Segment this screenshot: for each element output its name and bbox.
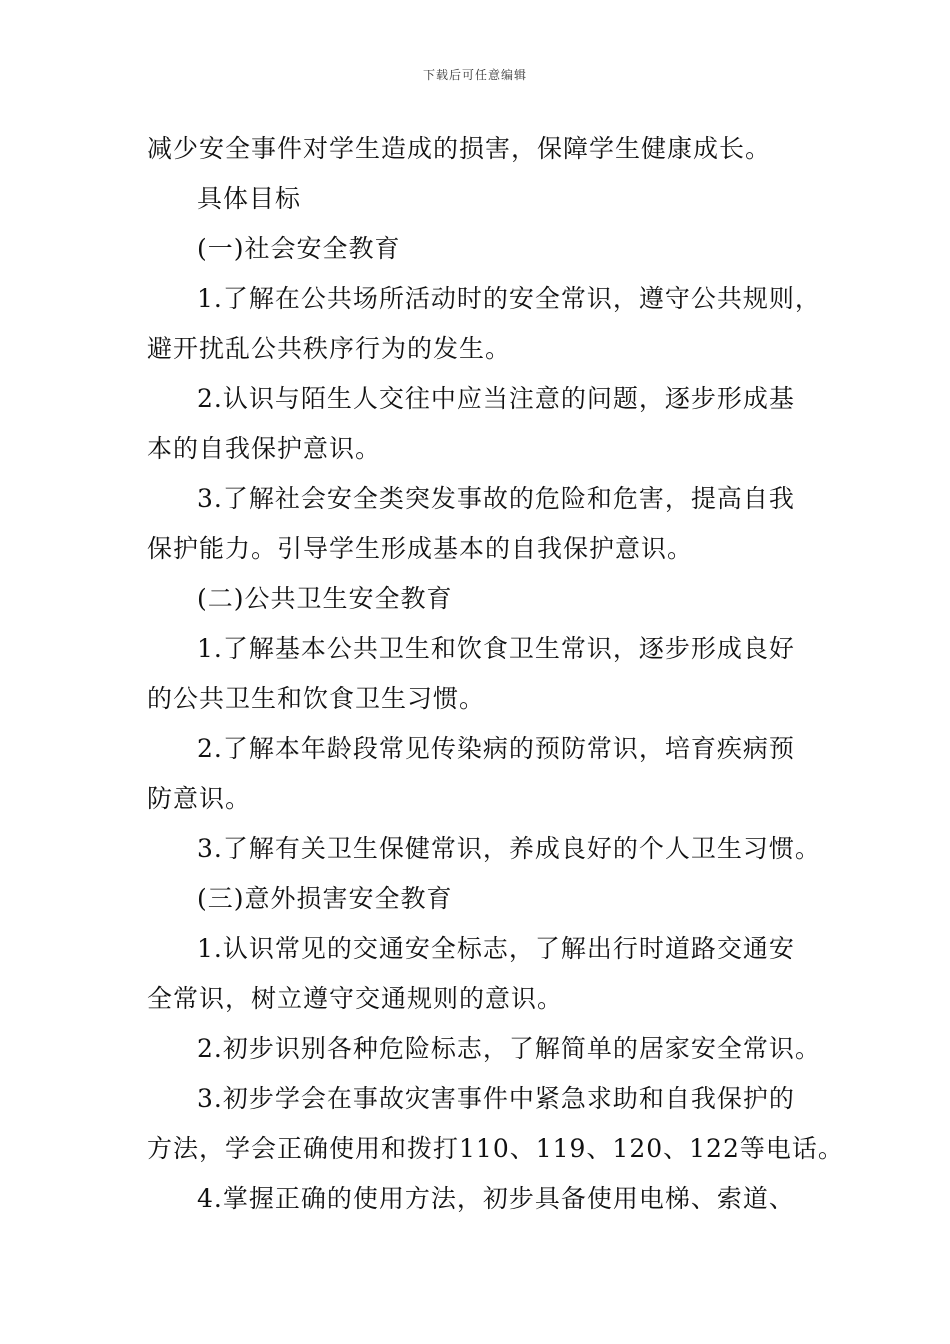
text-line-3: (一)社会安全教育 bbox=[197, 234, 401, 263]
text-line-9: 保护能力。引导学生形成基本的自我保护意识。 bbox=[147, 534, 694, 563]
text-line-18: 全常识，树立遵守交通规则的意识。 bbox=[147, 984, 564, 1013]
text-line-22: 4.掌握正确的使用方法，初步具备使用电梯、索道、 bbox=[197, 1184, 795, 1213]
text-line-15: 3.了解有关卫生保健常识，养成良好的个人卫生习惯。 bbox=[197, 834, 821, 863]
text-line-17: 1.认识常见的交通安全标志，了解出行时道路交通安 bbox=[197, 934, 795, 963]
text-line-1: 减少安全事件对学生造成的损害，保障学生健康成长。 bbox=[147, 134, 772, 163]
text-line-11: 1.了解基本公共卫生和饮食卫生常识，逐步形成良好 bbox=[197, 634, 795, 663]
text-line-10: (二)公共卫生安全教育 bbox=[197, 584, 453, 613]
text-line-16: (三)意外损害安全教育 bbox=[197, 884, 453, 913]
text-line-6: 2.认识与陌生人交往中应当注意的问题，逐步形成基 bbox=[197, 384, 795, 413]
text-line-5: 避开扰乱公共秩序行为的发生。 bbox=[147, 334, 512, 363]
text-line-20: 3.初步学会在事故灾害事件中紧急求助和自我保护的 bbox=[197, 1084, 795, 1113]
text-line-4: 1.了解在公共场所活动时的安全常识，遵守公共规则， bbox=[197, 284, 821, 313]
text-line-13: 2.了解本年龄段常见传染病的预防常识，培育疾病预 bbox=[197, 734, 795, 763]
document-body bbox=[147, 124, 844, 1224]
page-header: 下载后可任意编辑 bbox=[422, 68, 527, 82]
text-line-12: 的公共卫生和饮食卫生习惯。 bbox=[147, 684, 486, 713]
text-line-8: 3.了解社会安全类突发事故的危险和危害，提高自我 bbox=[197, 484, 795, 513]
text-line-2: 具体目标 bbox=[197, 184, 302, 213]
text-line-7: 本的自我保护意识。 bbox=[147, 434, 382, 463]
text-line-21: 方法，学会正确使用和拨打110、119、120、122等电话。 bbox=[147, 1134, 844, 1163]
text-line-19: 2.初步识别各种危险标志，了解简单的居家安全常识。 bbox=[197, 1034, 821, 1063]
text-line-14: 防意识。 bbox=[147, 784, 252, 813]
